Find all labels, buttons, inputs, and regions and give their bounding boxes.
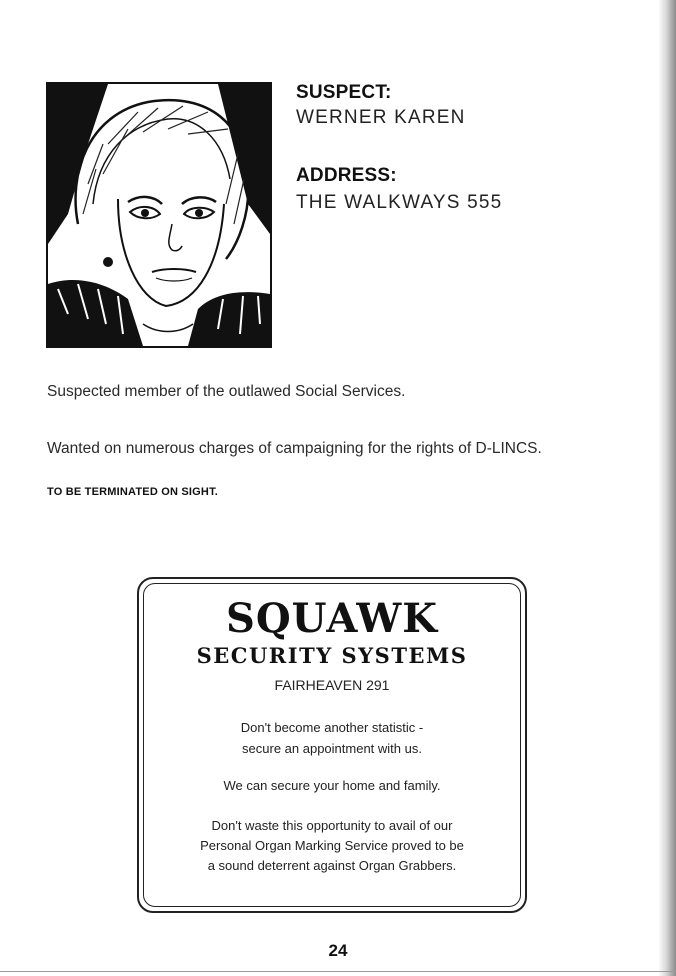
- advert-p3-line3: a sound deterrent against Organ Grabbers.: [207, 858, 457, 873]
- body-line-2: Wanted on numerous charges of campaigning for the rights of D-LINCS.: [47, 440, 542, 457]
- portrait-illustration: [48, 84, 270, 346]
- bottom-rule: [0, 971, 676, 972]
- suspect-label: SUSPECT:: [296, 82, 392, 103]
- advert-title: SQUAWK: [225, 595, 439, 642]
- page-number: 24: [328, 941, 348, 960]
- advert-p1-line2: secure an appointment with us.: [242, 741, 422, 756]
- body-line-1: Suspected member of the outlawed Social Services.: [47, 383, 406, 400]
- advert-p3-line2: Personal Organ Marking Service proved to be: [200, 838, 464, 853]
- advert-location: FAIRHEAVEN 291: [274, 677, 390, 693]
- advert-p1-line1: Don't become another statistic -: [240, 720, 424, 735]
- suspect-name: WERNER KAREN: [296, 107, 466, 128]
- advert-subtitle: SECURITY SYSTEMS: [196, 643, 468, 668]
- page-edge-shadow: [658, 0, 676, 976]
- advert-p2: We can secure your home and family.: [223, 778, 441, 793]
- advert-p3-line1: Don't waste this opportunity to avail of our: [211, 818, 453, 833]
- suspect-portrait: [46, 82, 272, 348]
- address-label: ADDRESS:: [296, 165, 397, 186]
- termination-notice: TO BE TERMINATED ON SIGHT.: [47, 486, 219, 498]
- suspect-address: THE WALKWAYS 555: [296, 192, 503, 213]
